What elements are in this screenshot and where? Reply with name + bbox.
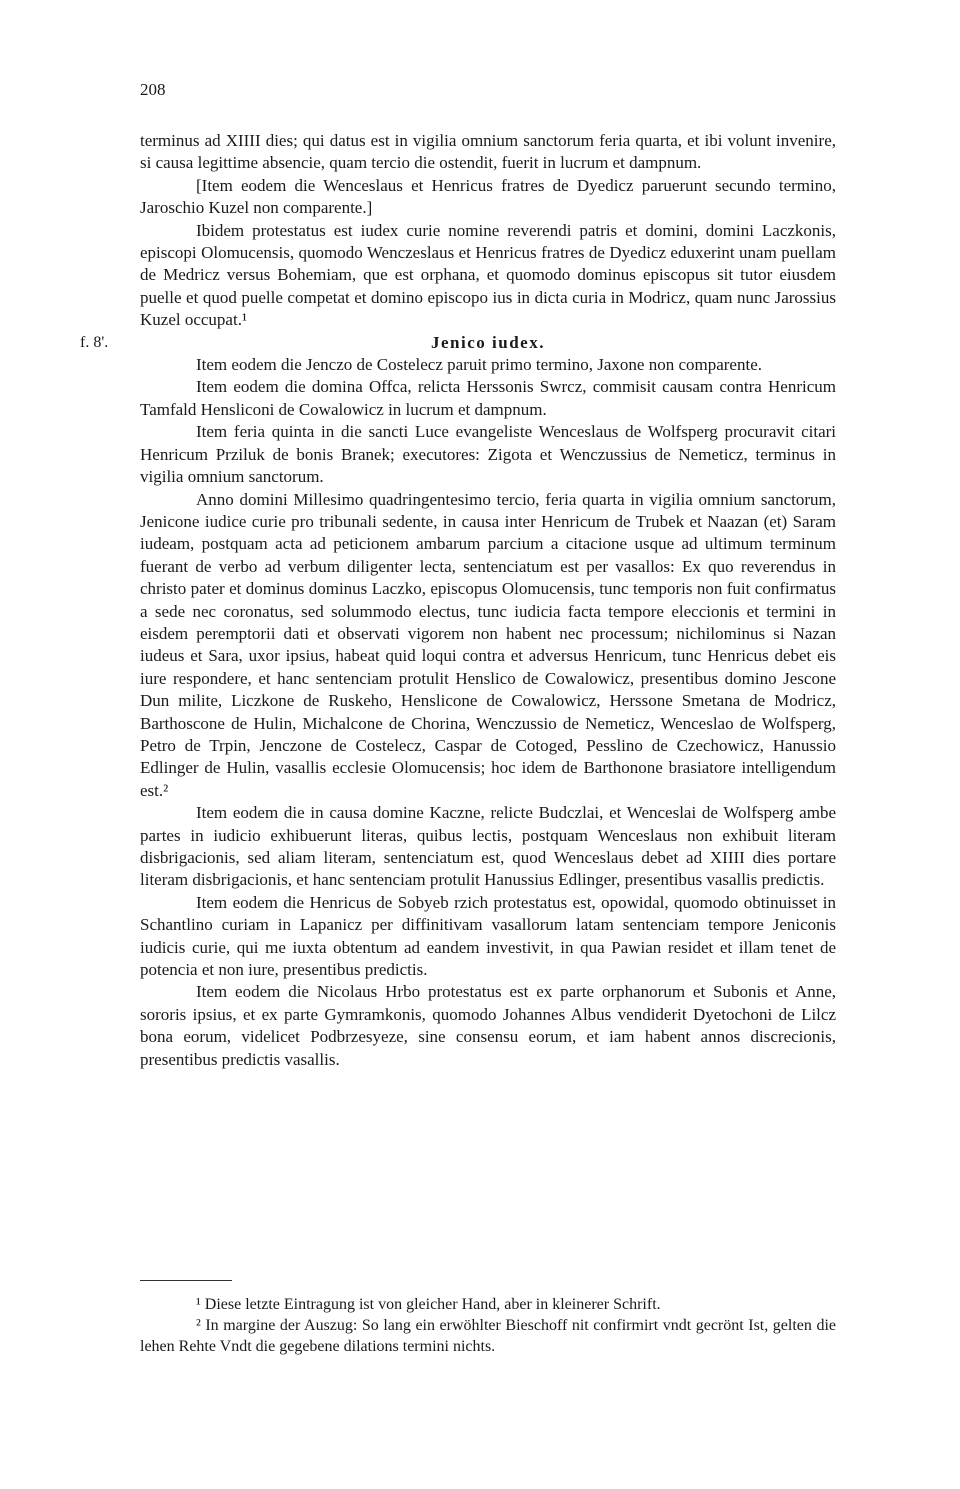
paragraph: Item eodem die Jenczo de Costelecz paruit primo termino, Jaxone non comparente. (196, 355, 762, 375)
paragraph: terminus ad XIIII dies; qui datus est in vigilia omnium sanctorum feria quarta, et ibi volunt invenire, si causa legittime absencie, quam tercio die ostendit, fuerit in lucrum et dampnum. (140, 131, 836, 173)
heading-text: Jenico iudex. (431, 332, 545, 352)
footnotes (140, 1294, 836, 1357)
paragraph: [Item eodem die Wenceslaus et Henricus fratres de Dyedicz paruerunt secundo termino, Jaroschio Kuzel non comparente.] (140, 175, 836, 218)
paragraph: Item eodem die in causa domine Kaczne, relicte Budczlai, et Wenceslai de Wolfsperg ambe partes in iudicio exhibuerunt literas, quibus lectis, postquam Wenceslaus non exhibuit literam disbrigacionis, sed aliam literam, sentenciatum est, quod Wenceslaus debet ad XIIII dies portare literam disbrigacionis, et hanc sentenciam protulit Hanussius Edlinger, presentibus vasallis predictis. (140, 803, 836, 890)
section-heading (80, 332, 836, 354)
footnote: ² In margine der Auszug: So lang ein erwöhlter Bieschoff nit confirmirt vndt gecrönt Ist, gelten die lehen Rehte Vndt die gegebene dilations termini nichts. (140, 1317, 836, 1355)
paragraph: Item feria quinta in die sancti Luce evangeliste Wenceslaus de Wolfsperg procuravit citari Henricum Prziluk de bonis Branek; executores: Zigota et Wenczussius de Nemeticz, terminus in vigilia omnium sanctorum. (140, 422, 836, 487)
folio-margin-note: f. 8'. (80, 333, 109, 351)
main-text (80, 130, 836, 1071)
footnote-divider (140, 1280, 232, 1281)
paragraph: Anno domini Millesimo quadringentesimo tercio, feria quarta in vigilia omnium sanctorum, Jenicone iudice curie pro tribunali sedente, in causa inter Henricum de Trubek et Naazan (et) Saram iudeam, postquam acta ad peticionem ambarum parcium a citacione usque ad ultimum terminum fuerant de verbo ad verbum diligenter lecta, sentenciatum est per vasallos: Ex quo reverendus in christo pater et dominus dominus Laczko, episcopus Olomucensis, tunc temporis non fuit confirmatus a sede nec coronatus, sed solummodo electus, tunc iudicia facta tempore eleccionis et termini in eisdem peremptorii dati et observati vigorem non habent nec processum; nichilominus si Nazan iudeus et Sara, uxor ipsius, habeat quid loqui contra et adversus Henricum, tunc Henricus debet eis iure respondere, et hanc sentenciam protulit Henslico de Cowalowicz, presentibus domino Jescone Dun milite, Liczkone de Ruskeho, Henslicone de Cowalowicz, Herssone Smetana de Modricz, Barthoscone de Hulin, Michalcone de Chorina, Wenczussio de Nemeticz, Wenceslao de Wolfsperg, Petro de Trpin, Jenczone de Costelecz, Caspar de Cotoged, Pesslino de Czechowicz, Hanussio Edlinger de Hulin, vasallis ecclesie Olomucensis; hoc idem de Barthonone brasiatore intelligendum est.² (140, 489, 836, 800)
paragraph: Item eodem die Nicolaus Hrbo protestatus est ex parte orphanorum et Subonis et Anne, sororis ipsius, et ex parte Gymramkonis, quomodo Johannes Albus vendiderit Dyetochoni de Lilcz bona eorum, videlicet Podbrzesyeze, sine consensu eorum, et iam habent annos discrecionis, presentibus predictis vasallis. (140, 982, 836, 1069)
page-number: 208 (140, 80, 166, 99)
paragraph: Ibidem protestatus est iudex curie nomine reverendi patris et domini, domini Laczkonis, episcopi Olomucensis, quomodo Wenczeslaus et Henricus fratres de Dyedicz eduxerint unam puellam de Medricz versus Bohemiam, que est orphana, et quomodo dominus episcopus sit tutor eiusdem puelle et quod puelle competat et domino episcopo ius in dicta curia in Modricz, quam nunc Jarossius Kuzel occupat.¹ (140, 220, 836, 330)
paragraph: Item eodem die Henricus de Sobyeb rzich protestatus est, opowidal, quomodo obtinuisset in Schantlino curiam in Lapanicz per diffinitivam vasallorum latam sentenciam tempore Jeniconis iudicis curie, qui me iuxta obtentum ad eandem investivit, in qua Pawian residet et illam tenet de potencia et non iure, presentibus predictis. (140, 892, 836, 980)
footnote: ¹ Diese letzte Eintragung ist von gleicher Hand, aber in kleinerer Schrift. (196, 1296, 661, 1313)
paragraph: Item eodem die domina Offca, relicta Herssonis Swrcz, commisit causam contra Henricum Tamfald Hensliconi de Cowalowicz in lucrum et dampnum. (140, 377, 836, 419)
